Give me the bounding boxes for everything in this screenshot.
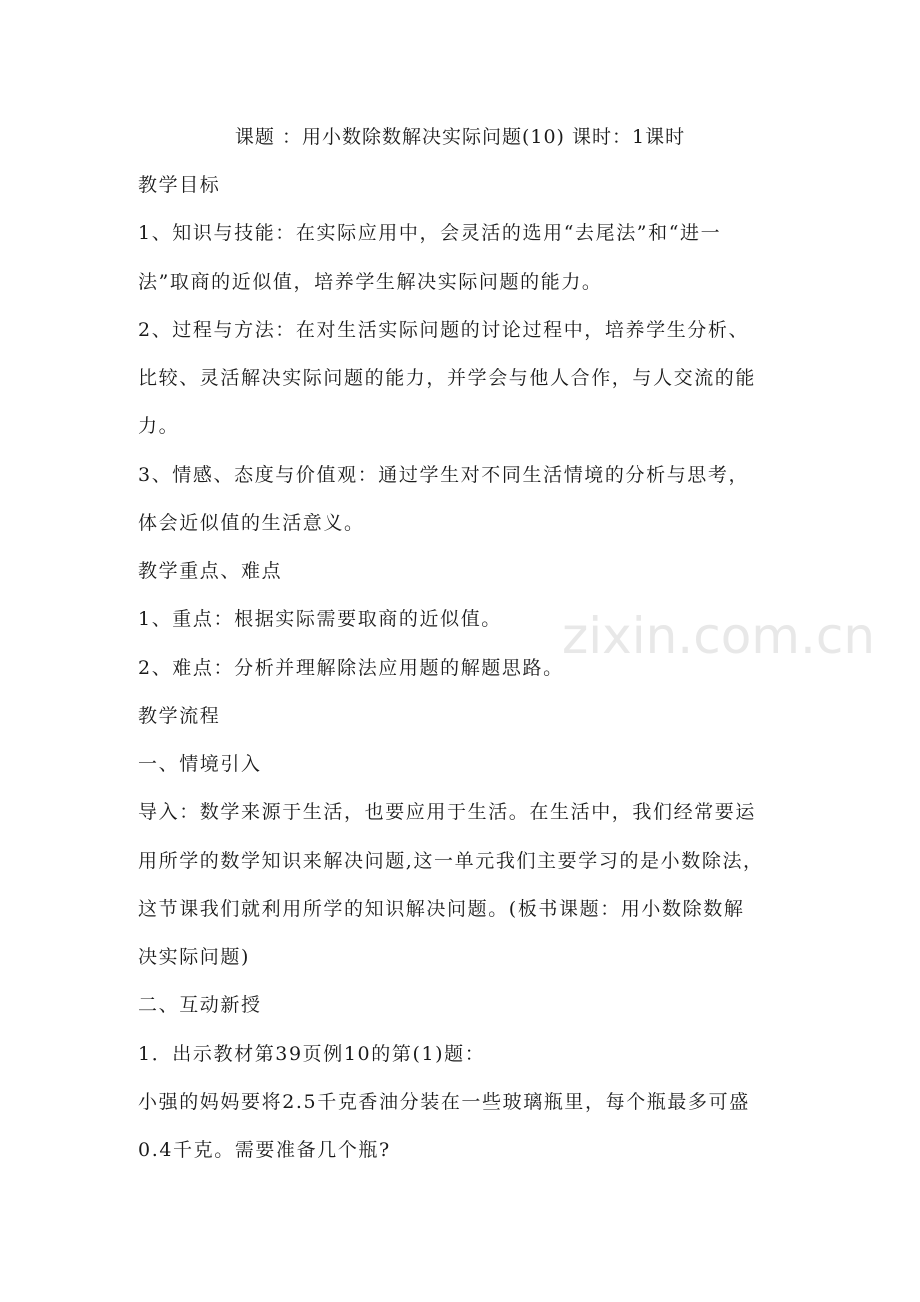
paragraph-line: 1、重点：根据实际需要取商的近似值。 bbox=[138, 608, 502, 630]
paragraph-line: 比较、灵活解决实际问题的能力，并学会与他人合作，与人交流的能 bbox=[138, 367, 757, 389]
heading-key-points: 教学重点、难点 bbox=[138, 560, 283, 582]
heading-objectives: 教学目标 bbox=[138, 174, 221, 196]
paragraph-line: 1、知识与技能：在实际应用中，会灵活的选用“去尾法”和“进一 bbox=[138, 222, 722, 244]
paragraph-line: 体会近似值的生活意义。 bbox=[138, 512, 365, 534]
paragraph-line: 用所学的数学知识来解决问题,这一单元我们主要学习的是小数除法， bbox=[138, 850, 764, 872]
paragraph-line: 2、过程与方法：在对生活实际问题的讨论过程中，培养学生分析、 bbox=[138, 319, 750, 341]
paragraph-line: 法”取商的近似值，培养学生解决实际问题的能力。 bbox=[138, 271, 603, 293]
section-heading: 二、互动新授 bbox=[138, 994, 262, 1016]
paragraph-line: 3、情感、态度与价值观：通过学生对不同生活情境的分析与思考， bbox=[138, 464, 750, 486]
section-heading: 一、情境引入 bbox=[138, 753, 262, 775]
watermark: zixin.com.cn bbox=[562, 607, 876, 665]
paragraph-line: 这节课我们就利用所学的知识解决问题。(板书课题：用小数除数解 bbox=[138, 898, 745, 920]
paragraph-line: 0.4千克。需要准备几个瓶? bbox=[138, 1139, 391, 1161]
paragraph-line: 决实际问题) bbox=[138, 946, 251, 968]
page-title: 课题 ：用小数除数解决实际问题(10) 课时：1课时 bbox=[234, 126, 686, 148]
paragraph-line: 导入：数学来源于生活，也要应用于生活。在生活中，我们经常要运 bbox=[138, 801, 757, 823]
heading-process: 教学流程 bbox=[138, 705, 221, 727]
paragraph-line: 力。 bbox=[138, 415, 180, 437]
paragraph-line: 小强的妈妈要将2.5千克香油分装在一些玻璃瓶里，每个瓶最多可盛 bbox=[138, 1091, 750, 1113]
paragraph-line: 1．出示教材第39页例10的第(1)题： bbox=[138, 1043, 486, 1065]
paragraph-line: 2、难点：分析并理解除法应用题的解题思路。 bbox=[138, 657, 564, 679]
